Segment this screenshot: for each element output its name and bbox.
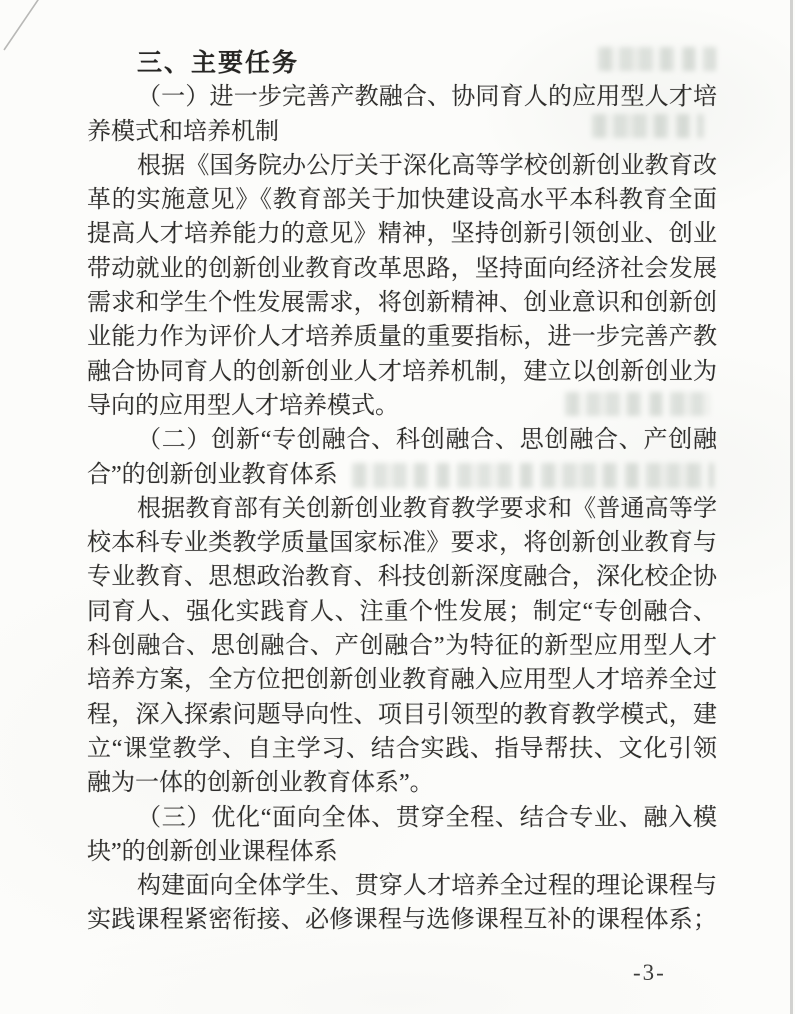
subsection-heading: 块”的创新创业课程体系 xyxy=(87,838,338,865)
text-line: 提高人才培养能力的意见》精神，坚持创新引领创业、创业 xyxy=(87,221,717,248)
page-edge-line xyxy=(790,0,793,1014)
text-line: 导向的应用型人才培养模式。 xyxy=(87,392,399,419)
text-line: 革的实施意见》《教育部关于加快建设高水平本科教育全面 xyxy=(87,187,717,214)
text-line: 专业教育、思想政治教育、科技创新深度融合，深化校企协 xyxy=(87,564,717,591)
text-line: 同育人、强化实践育人、注重个性发展；制定“专创融合、 xyxy=(87,598,717,625)
text-line: 带动就业的创新创业教育改革思路，坚持面向经济社会发展 xyxy=(87,255,717,282)
text-line: 需求和学生个性发展需求，将创新精神、创业意识和创新创 xyxy=(87,290,717,317)
section-heading: 三、主要任务 xyxy=(137,49,300,77)
document-body xyxy=(87,46,717,938)
text-line: 融合协同育人的创新创业人才培养机制，建立以创新创业为 xyxy=(87,358,717,385)
text-line: 培养方案，全方位把创新创业教育融入应用型人才培养全过 xyxy=(87,667,717,694)
text-line: 融为一体的创新创业教育体系”。 xyxy=(87,770,434,797)
text-line: 程，深入探索问题导向性、项目引领型的教育教学模式，建 xyxy=(87,701,717,728)
text-line: 业能力作为评价人才培养质量的重要指标，进一步完善产教 xyxy=(87,324,717,351)
page-number: -3- xyxy=(633,960,666,985)
text-line: 立“课堂教学、自主学习、结合实践、指导帮扶、文化引领 xyxy=(87,735,717,762)
text-line: 根据《国务院办公厅关于深化高等学校创新创业教育改 xyxy=(137,152,717,179)
text-line: 根据教育部有关创新创业教育教学要求和《普通高等学 xyxy=(137,495,717,522)
text-line: 科创融合、思创融合、产创融合”为特征的新型应用型人才 xyxy=(87,633,717,660)
text-line: 构建面向全体学生、贯穿人才培养全过程的理论课程与 xyxy=(137,873,717,900)
text-line: （一）进一步完善产教融合、协同育人的应用型人才培 xyxy=(137,84,717,111)
subsection-heading: （二）创新“专创融合、科创融合、思创融合、产创融 xyxy=(137,427,717,454)
text-line: 实践课程紧密衔接、必修课程与选修课程互补的课程体系； xyxy=(87,907,717,934)
subsection-heading: （三）优化“面向全体、贯穿全程、结合专业、融入模 xyxy=(137,804,717,831)
text-line: 养模式和培养机制 xyxy=(87,118,279,145)
text-line: 校本科专业类教学质量国家标准》要求，将创新创业教育与 xyxy=(87,530,717,557)
subsection-heading: 合”的创新创业教育体系 xyxy=(87,461,338,488)
page-crease-mark xyxy=(0,0,55,60)
